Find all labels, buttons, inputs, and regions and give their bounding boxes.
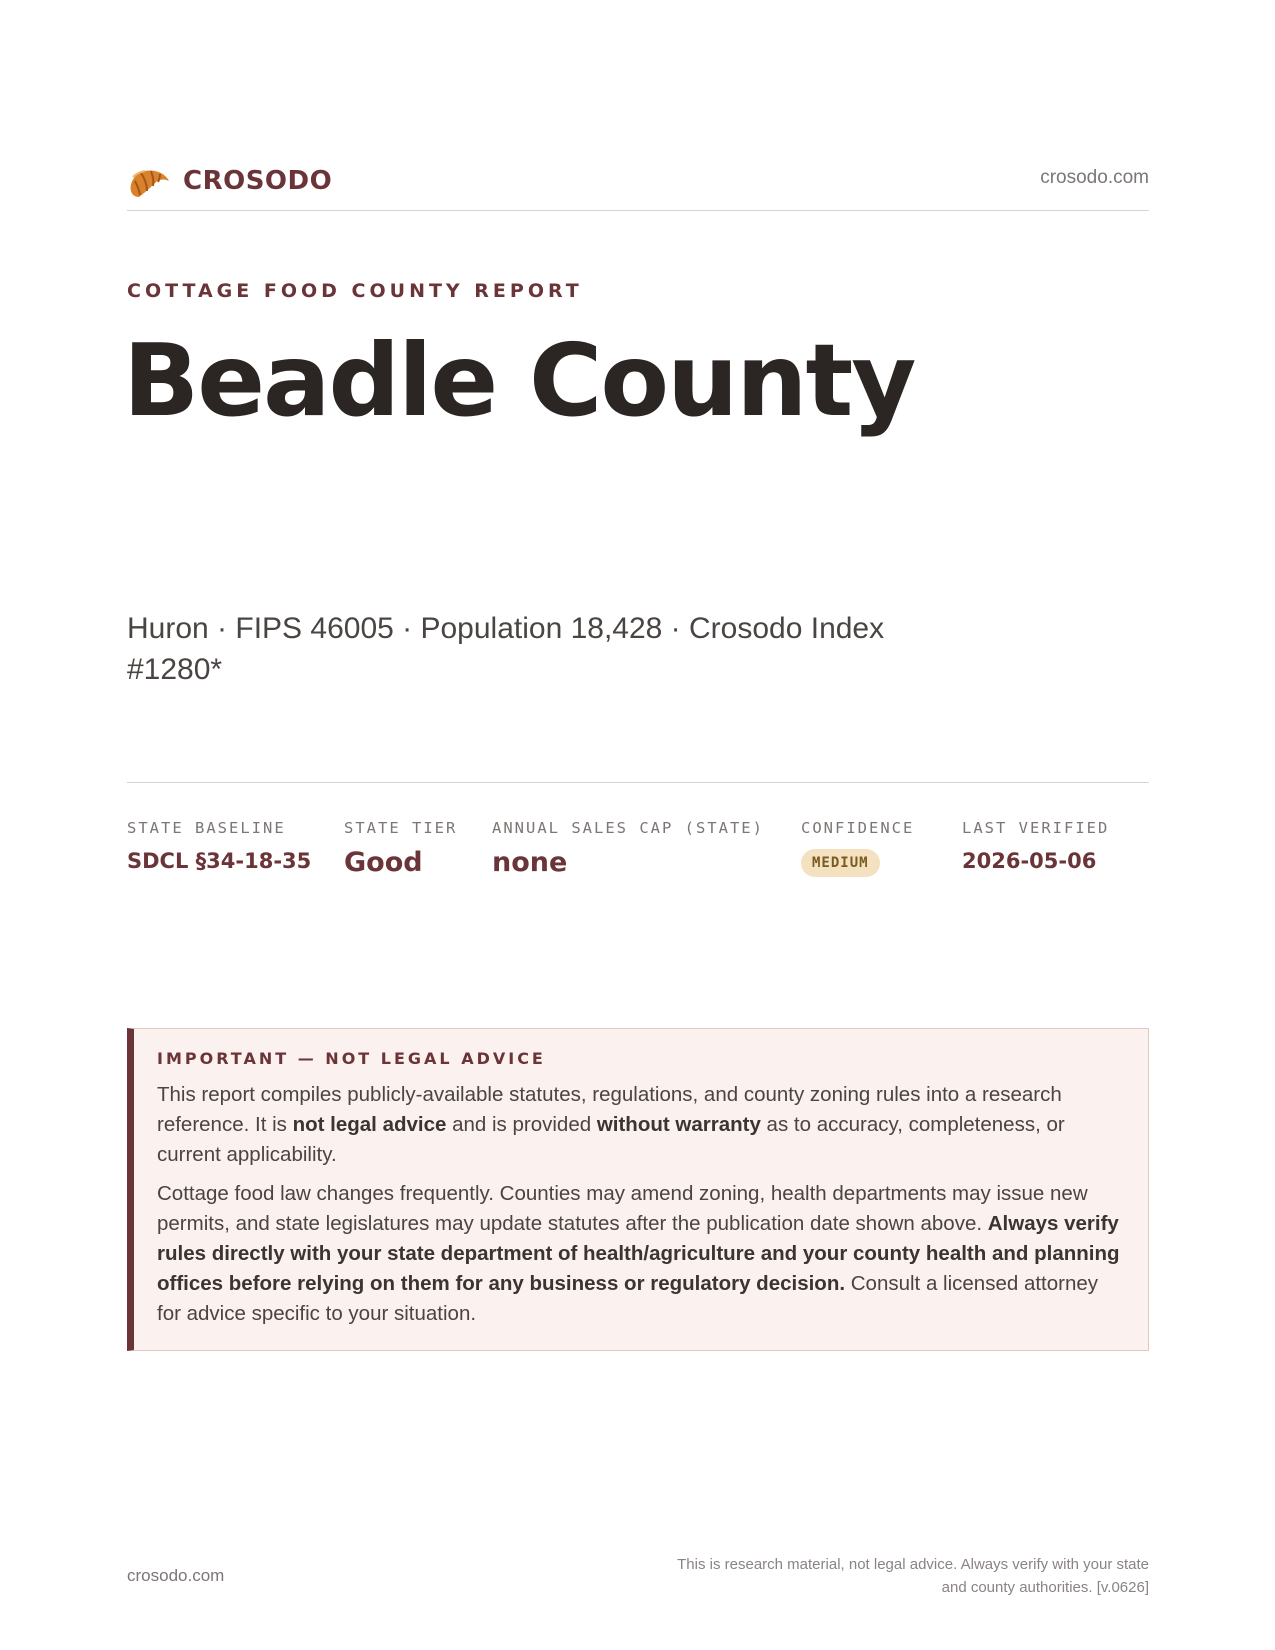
stat-label: ANNUAL SALES CAP (STATE) — [492, 819, 764, 837]
footer-disclaimer: This is research material, not legal advice. Always verify with your state and county authorities. [v.0626] — [677, 1556, 1149, 1596]
report-eyebrow: COTTAGE FOOD COUNTY REPORT — [127, 280, 583, 302]
stat-label: STATE BASELINE — [127, 819, 286, 837]
report-page — [123, 0, 1149, 1650]
brand[interactable] — [127, 161, 332, 201]
stat-state-tier — [344, 819, 457, 878]
stat-label: STATE TIER — [344, 819, 458, 837]
notice-title: IMPORTANT — NOT LEGAL ADVICE — [157, 1049, 546, 1068]
site-url[interactable]: crosodo.com — [1040, 167, 1149, 188]
stats-row — [127, 782, 1149, 902]
notice-paragraph-1: This report compiles publicly-available statutes, regulations, and county zoning rules into a research reference. It is not legal advice and is provided without warranty as to accuracy, completeness, or current applicability. — [157, 1083, 1065, 1166]
stat-value: none — [492, 847, 568, 878]
county-subtitle: Huron · FIPS 46005 · Population 18,428 · Crosodo Index #1280* — [127, 612, 885, 686]
stat-value: SDCL §34-18-35 — [127, 849, 312, 873]
footer-url[interactable]: crosodo.com — [127, 1566, 225, 1585]
croissant-icon — [127, 161, 171, 201]
stat-label: LAST VERIFIED — [962, 819, 1110, 837]
page-header — [127, 155, 1149, 211]
stat-label: CONFIDENCE — [801, 819, 915, 837]
brand-name: CROSODO — [183, 166, 333, 196]
stat-value: Good — [344, 847, 423, 878]
page-title: Beadle County — [123, 322, 915, 439]
stat-confidence — [801, 819, 914, 877]
notice-paragraph-2: Cottage food law changes frequently. Counties may amend zoning, health departments may issue new permits, and state legislatures may update statutes after the publication date shown above. Always verify rules directly with your state department of health/agriculture and your county health and planning offices before relying on them for any business or regulatory decision. Consult a licensed attorney for advice specific to your situation. — [157, 1182, 1120, 1325]
stat-value: 2026-05-06 — [962, 849, 1097, 873]
stat-last-verified — [962, 819, 1109, 873]
stat-sales-cap — [492, 819, 764, 878]
stat-state-baseline — [127, 819, 311, 873]
legal-notice — [127, 1028, 1149, 1351]
confidence-badge: MEDIUM — [801, 849, 880, 877]
